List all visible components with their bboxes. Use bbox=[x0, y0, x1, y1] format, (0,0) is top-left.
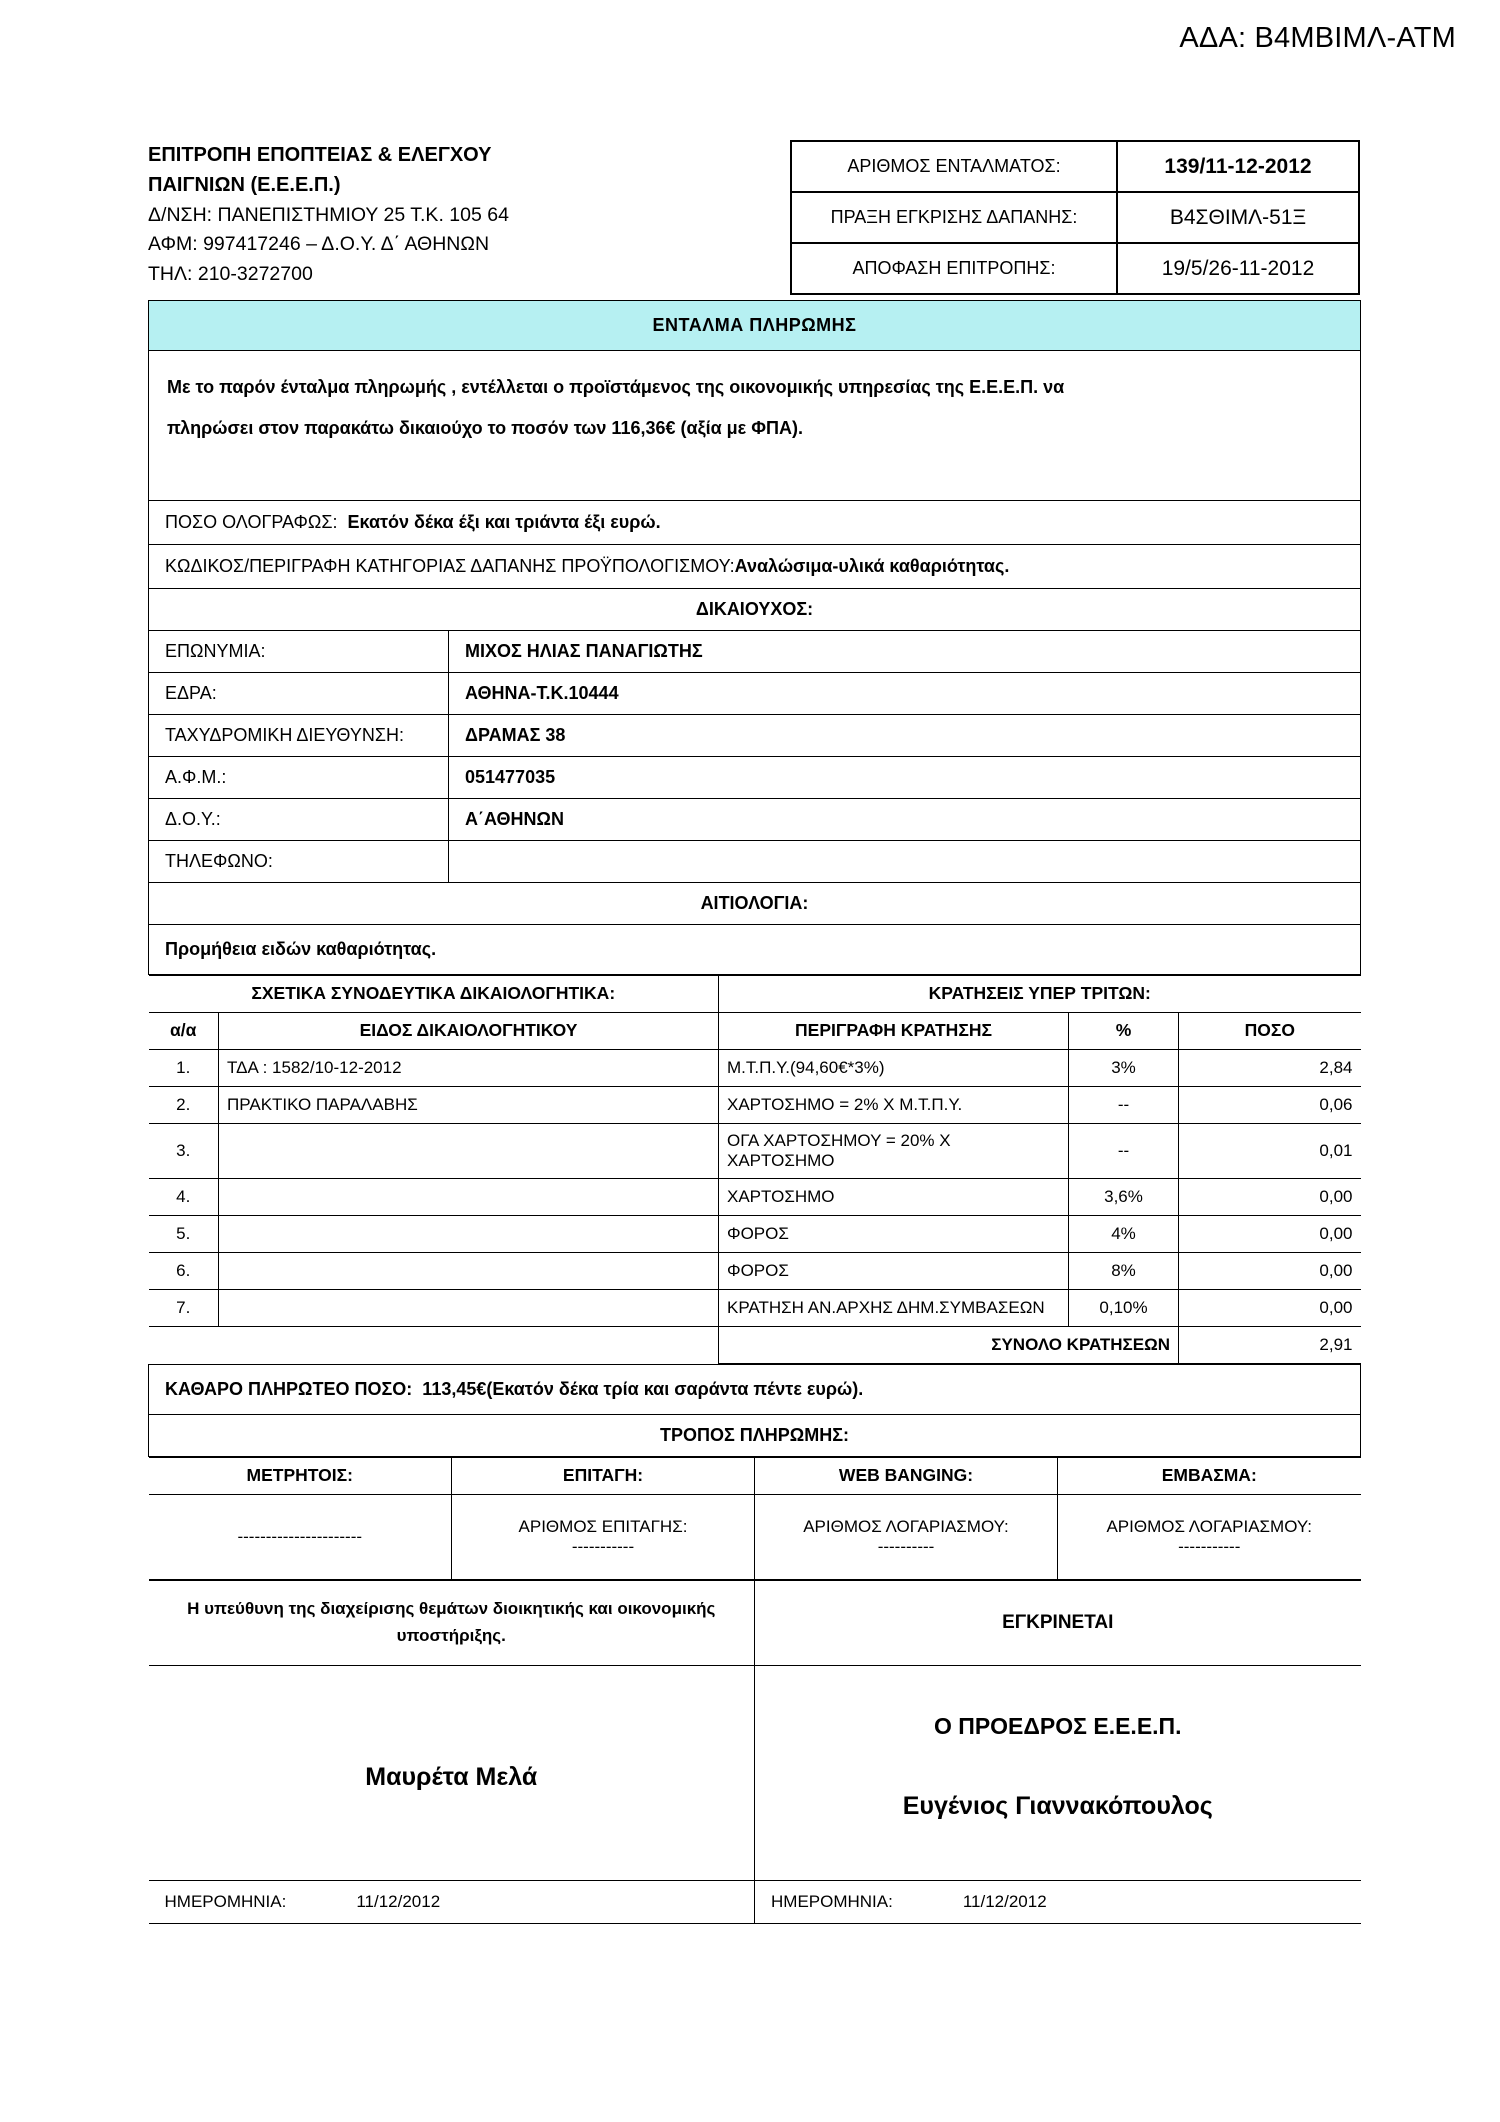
beneficiary-value-2: ΔΡΑΜΑΣ 38 bbox=[449, 714, 1361, 756]
payment-cell-0 bbox=[149, 1494, 452, 1579]
row-desc-5: ΦΟΡΟΣ bbox=[719, 1252, 1069, 1289]
reference-row bbox=[791, 243, 1359, 294]
payment-sub-3: ΑΡΙΘΜΟΣ ΛΟΓΑΡΙΑΣΜΟΥ: bbox=[1106, 1516, 1313, 1536]
intro-line-2: πληρώσει στον παρακάτω δικαιούχο το ποσόν των 116,36€ (αξία με ΦΠΑ). bbox=[167, 418, 803, 439]
reference-row bbox=[791, 192, 1359, 243]
payment-cell-3 bbox=[1058, 1494, 1361, 1579]
col-percent: % bbox=[1069, 1012, 1179, 1049]
beneficiary-label-1: ΕΔΡΑ: bbox=[149, 672, 449, 714]
totals-spacer bbox=[149, 1326, 719, 1363]
docs-deductions-wrapper bbox=[149, 974, 1361, 1364]
col-aa: α/α bbox=[149, 1012, 219, 1049]
right-date-value: 11/12/2012 bbox=[962, 1891, 1047, 1911]
beneficiary-value-1: ΑΘΗΝΑ-Τ.Κ.10444 bbox=[449, 672, 1361, 714]
table-row bbox=[149, 1049, 1361, 1086]
org-name-line2: ΠΑΙΓΝΙΩΝ (Ε.Ε.Ε.Π.) bbox=[148, 174, 341, 197]
ref-label-0: ΑΡΙΘΜΟΣ ΕΝΤΑΛΜΑΤΟΣ: bbox=[791, 141, 1117, 192]
ref-label-2: ΑΠΟΦΑΣΗ ΕΠΙΤΡΟΠΗΣ: bbox=[791, 243, 1117, 294]
ref-value-1: Β4ΣΘΙΜΛ-51Ξ bbox=[1117, 192, 1359, 243]
row-doc-6 bbox=[219, 1289, 719, 1326]
docs-and-deductions-row bbox=[149, 974, 1361, 1364]
payment-value-3: ----------- bbox=[1178, 1536, 1241, 1556]
beneficiary-label-3: Α.Φ.Μ.: bbox=[149, 756, 449, 798]
row-doc-2 bbox=[219, 1123, 719, 1178]
payment-label-1: ΕΠΙΤΑΓΗ: bbox=[452, 1457, 755, 1494]
row-no-4: 5. bbox=[149, 1215, 219, 1252]
row-desc-4: ΦΟΡΟΣ bbox=[719, 1215, 1069, 1252]
col-doc-type: ΕΙΔΟΣ ΔΙΚΑΙΟΛΟΓΗΤΙΚΟΥ bbox=[219, 1012, 719, 1049]
net-amount-value: 113,45€(Εκατόν δέκα τρία και σαράντα πέντε ευρώ). bbox=[422, 1378, 864, 1399]
row-no-3: 4. bbox=[149, 1178, 219, 1215]
row-doc-0: ΤΔΑ : 1582/10-12-2012 bbox=[219, 1049, 719, 1086]
row-pct-0: 3% bbox=[1069, 1049, 1179, 1086]
right-date-cell bbox=[755, 1880, 1361, 1923]
budget-row bbox=[149, 544, 1361, 588]
payment-label-0: ΜΕΤΡΗΤΟΙΣ: bbox=[149, 1457, 452, 1494]
right-date-label: ΗΜΕΡΟΜΗΝΙΑ: bbox=[771, 1891, 893, 1911]
table-row bbox=[149, 1123, 1361, 1178]
reason-row bbox=[149, 924, 1361, 974]
ref-label-1: ΠΡΑΞΗ ΕΓΚΡΙΣΗΣ ΔΑΠΑΝΗΣ: bbox=[791, 192, 1117, 243]
beneficiary-label-5: ΤΗΛΕΦΩΝΟ: bbox=[149, 840, 449, 882]
ref-value-2: 19/5/26-11-2012 bbox=[1117, 243, 1359, 294]
row-no-2: 3. bbox=[149, 1123, 219, 1178]
row-no-1: 2. bbox=[149, 1086, 219, 1123]
document-title: ΕΝΤΑΛΜΑ ΠΛΗΡΩΜΗΣ bbox=[149, 301, 1361, 351]
beneficiary-row bbox=[149, 798, 1361, 840]
beneficiary-row bbox=[149, 672, 1361, 714]
beneficiary-label-2: ΤΑΧΥΔΡΟΜΙΚΗ ΔΙΕΥΘΥΝΣΗ: bbox=[149, 714, 449, 756]
document-header bbox=[148, 140, 1360, 295]
beneficiary-value-5 bbox=[449, 840, 1361, 882]
payment-cell-1 bbox=[452, 1494, 755, 1579]
signature-dates-row bbox=[149, 1880, 1361, 1923]
row-amount-6: 0,00 bbox=[1179, 1289, 1361, 1326]
ref-value-0: 139/11-12-2012 bbox=[1117, 141, 1359, 192]
column-header-row bbox=[149, 1012, 1361, 1049]
row-no-6: 7. bbox=[149, 1289, 219, 1326]
payment-sub-1: ΑΡΙΘΜΟΣ ΕΠΙΤΑΓΗΣ: bbox=[518, 1516, 688, 1536]
signatures-wrapper bbox=[149, 1580, 1361, 1924]
payment-value-0: ---------------------- bbox=[237, 1526, 363, 1546]
docs-deductions-table bbox=[149, 975, 1361, 1364]
payment-cell-2 bbox=[755, 1494, 1058, 1579]
payment-methods-wrapper bbox=[149, 1456, 1361, 1580]
row-doc-4 bbox=[219, 1215, 719, 1252]
row-desc-2: ΟΓΑ ΧΑΡΤΟΣΗΜΟΥ = 20% Χ ΧΑΡΤΟΣΗΜΟ bbox=[719, 1123, 1069, 1178]
right-signature-name: Ευγένιος Γιαννακόπουλος bbox=[902, 1791, 1213, 1820]
row-desc-6: ΚΡΑΤΗΣΗ ΑΝ.ΑΡΧΗΣ ΔΗΜ.ΣΥΜΒΑΣΕΩΝ bbox=[719, 1289, 1069, 1326]
payment-methods-table bbox=[149, 1457, 1361, 1580]
reason-header-row bbox=[149, 882, 1361, 924]
reference-row bbox=[791, 141, 1359, 192]
beneficiary-row bbox=[149, 714, 1361, 756]
beneficiary-row bbox=[149, 756, 1361, 798]
row-doc-5 bbox=[219, 1252, 719, 1289]
signature-titles-row bbox=[149, 1580, 1361, 1665]
row-pct-4: 4% bbox=[1069, 1215, 1179, 1252]
budget-category bbox=[149, 544, 1361, 588]
reason-text: Προμήθεια ειδών καθαριότητας. bbox=[149, 924, 1361, 974]
beneficiary-header-row bbox=[149, 588, 1361, 630]
row-pct-2: -- bbox=[1069, 1123, 1179, 1178]
payment-values-row bbox=[149, 1494, 1361, 1579]
row-doc-3 bbox=[219, 1178, 719, 1215]
total-label: ΣΥΝΟΛΟ ΚΡΑΤΗΣΕΩΝ bbox=[719, 1326, 1179, 1363]
signatures-table bbox=[149, 1580, 1361, 1924]
total-value: 2,91 bbox=[1179, 1326, 1361, 1363]
beneficiary-value-3: 051477035 bbox=[449, 756, 1361, 798]
beneficiary-value-4: Α΄ΑΘΗΝΩΝ bbox=[449, 798, 1361, 840]
amount-words-label: ΠΟΣΟ ΟΛΟΓΡΑΦΩΣ: bbox=[165, 511, 338, 532]
org-name-line1: ΕΠΙΤΡΟΠΗ ΕΠΟΠΤΕΙΑΣ & ΕΛΕΓΧΟΥ bbox=[148, 144, 492, 166]
payment-methods-row bbox=[149, 1456, 1361, 1580]
beneficiary-label-0: ΕΠΩΝΥΜΙΑ: bbox=[149, 630, 449, 672]
net-amount-label: ΚΑΘΑΡΟ ΠΛΗΡΩΤΕΟ ΠΟΣΟ: bbox=[165, 1378, 413, 1399]
approval-title: ΕΓΚΡΙΝΕΤΑΙ bbox=[755, 1580, 1361, 1665]
row-amount-5: 0,00 bbox=[1179, 1252, 1361, 1289]
ada-code: ΑΔΑ: Β4ΜΒΙΜΛ-ΑΤΜ bbox=[1179, 22, 1456, 54]
payment-order-table bbox=[148, 300, 1361, 1924]
payment-label-3: ΕΜΒΑΣΜΑ: bbox=[1058, 1457, 1361, 1494]
row-desc-1: ΧΑΡΤΟΣΗΜΟ = 2% Χ Μ.Τ.Π.Υ. bbox=[719, 1086, 1069, 1123]
net-amount-row bbox=[149, 1364, 1361, 1414]
section-header-row bbox=[149, 975, 1361, 1012]
table-row bbox=[149, 1086, 1361, 1123]
col-amount: ΠΟΣΟ bbox=[1179, 1012, 1361, 1049]
right-signature-cell bbox=[755, 1665, 1361, 1880]
left-signature-cell bbox=[149, 1665, 755, 1880]
row-desc-3: ΧΑΡΤΟΣΗΜΟ bbox=[719, 1178, 1069, 1215]
deductions-section-header: ΚΡΑΤΗΣΕΙΣ ΥΠΕΡ ΤΡΙΤΩΝ: bbox=[719, 975, 1361, 1012]
left-date-label: ΗΜΕΡΟΜΗΝΙΑ: bbox=[164, 1891, 287, 1911]
intro-line-1: Με το παρόν ένταλμα πληρωμής , εντέλλεται ο προϊστάμενος της οικονομικής υπηρεσίας της Ε.Ε.Ε.Π. να bbox=[167, 377, 1065, 397]
org-address: Δ/ΝΣΗ: ΠΑΝΕΠΙΣΤΗΜΙΟΥ 25 Τ.Κ. 105 64 bbox=[148, 203, 509, 226]
org-telephone: ΤΗΛ: 210-3272700 bbox=[148, 263, 313, 286]
beneficiary-header: ΔΙΚΑΙΟΥΧΟΣ: bbox=[149, 588, 1361, 630]
table-row bbox=[149, 1215, 1361, 1252]
beneficiary-label-4: Δ.Ο.Υ.: bbox=[149, 798, 449, 840]
payment-value-1: ----------- bbox=[571, 1536, 635, 1556]
amount-words-row bbox=[149, 500, 1361, 544]
row-amount-0: 2,84 bbox=[1179, 1049, 1361, 1086]
payment-header-row bbox=[149, 1414, 1361, 1456]
row-doc-1: ΠΡΑΚΤΙΚΟ ΠΑΡΑΛΑΒΗΣ bbox=[219, 1086, 719, 1123]
left-date-value: 11/12/2012 bbox=[356, 1891, 441, 1911]
reason-header: ΑΙΤΙΟΛΟΓΙΑ: bbox=[149, 882, 1361, 924]
intro-row bbox=[149, 351, 1361, 501]
left-signature-name: Μαυρέτα Μελά bbox=[365, 1762, 538, 1791]
beneficiary-value-0: ΜΙΧΟΣ ΗΛΙΑΣ ΠΑΝΑΓΙΩΤΗΣ bbox=[449, 630, 1361, 672]
table-row bbox=[149, 1178, 1361, 1215]
net-amount bbox=[149, 1364, 1361, 1414]
payment-labels-row bbox=[149, 1457, 1361, 1494]
amount-words-value: Εκατόν δέκα έξι και τριάντα έξι ευρώ. bbox=[347, 511, 661, 532]
intro-text bbox=[149, 351, 1361, 501]
row-desc-0: Μ.Τ.Π.Υ.(94,60€*3%) bbox=[719, 1049, 1069, 1086]
row-amount-2: 0,01 bbox=[1179, 1123, 1361, 1178]
row-pct-3: 3,6% bbox=[1069, 1178, 1179, 1215]
reference-table bbox=[790, 140, 1360, 295]
budget-label: ΚΩΔΙΚΟΣ/ΠΕΡΙΓΡΑΦΗ ΚΑΤΗΓΟΡΙΑΣ ΔΑΠΑΝΗΣ ΠΡΟΫΠΟΛΟΓΙΣΜΟΥ: bbox=[165, 555, 735, 576]
totals-row bbox=[149, 1326, 1361, 1363]
organization-block bbox=[148, 140, 708, 290]
table-row bbox=[149, 1289, 1361, 1326]
left-date-cell bbox=[149, 1880, 755, 1923]
amount-in-words bbox=[149, 500, 1361, 544]
row-amount-3: 0,00 bbox=[1179, 1178, 1361, 1215]
org-afm: ΑΦΜ: 997417246 – Δ.Ο.Υ. Δ΄ ΑΘΗΝΩΝ bbox=[148, 233, 490, 256]
docs-section-header: ΣΧΕΤΙΚΑ ΣΥΝΟΔΕΥΤΙΚΑ ΔΙΚΑΙΟΛΟΓΗΤΙΚΑ: bbox=[149, 975, 719, 1012]
beneficiary-row bbox=[149, 630, 1361, 672]
row-no-0: 1. bbox=[149, 1049, 219, 1086]
row-pct-6: 0,10% bbox=[1069, 1289, 1179, 1326]
signature-names-row bbox=[149, 1665, 1361, 1880]
row-pct-5: 8% bbox=[1069, 1252, 1179, 1289]
budget-value: Αναλώσιμα-υλικά καθαριότητας. bbox=[734, 555, 1010, 576]
row-amount-1: 0,06 bbox=[1179, 1086, 1361, 1123]
table-row bbox=[149, 1252, 1361, 1289]
payment-label-2: WEB BANGING: bbox=[755, 1457, 1058, 1494]
row-amount-4: 0,00 bbox=[1179, 1215, 1361, 1252]
row-pct-1: -- bbox=[1069, 1086, 1179, 1123]
row-no-5: 6. bbox=[149, 1252, 219, 1289]
col-deduction-desc: ΠΕΡΙΓΡΑΦΗ ΚΡΑΤΗΣΗΣ bbox=[719, 1012, 1069, 1049]
president-role: Ο ΠΡΟΕΔΡΟΣ Ε.Ε.Ε.Π. bbox=[933, 1712, 1182, 1739]
payment-value-2: ---------- bbox=[877, 1536, 935, 1556]
payment-sub-2: ΑΡΙΘΜΟΣ ΛΟΓΑΡΙΑΣΜΟΥ: bbox=[803, 1516, 1009, 1536]
left-signature-title: Η υπεύθυνη της διαχείρισης θεμάτων διοικητικής και οικονομικής υποστήριξης. bbox=[149, 1580, 755, 1665]
title-row bbox=[149, 301, 1361, 351]
signatures-row bbox=[149, 1580, 1361, 1924]
beneficiary-row bbox=[149, 840, 1361, 882]
payment-method-header: ΤΡΟΠΟΣ ΠΛΗΡΩΜΗΣ: bbox=[149, 1414, 1361, 1456]
